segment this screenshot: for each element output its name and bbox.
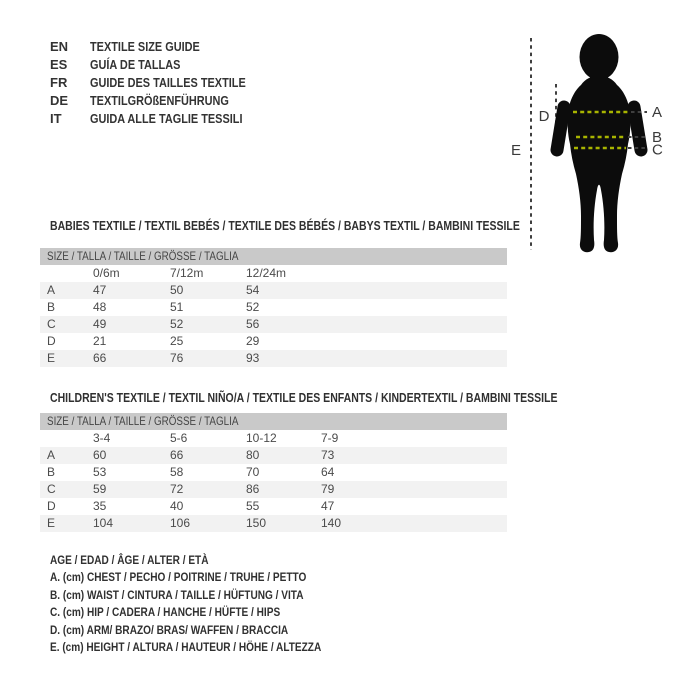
language-title: TEXTILGRÖßENFÜHRUNG	[90, 93, 229, 108]
language-row-it	[50, 110, 275, 128]
table-row	[40, 316, 507, 333]
cell-value: 35	[93, 499, 107, 513]
cell-value: 55	[246, 499, 260, 513]
column-header: 7-9	[321, 431, 339, 445]
legend-age-line	[50, 552, 373, 569]
cell-value: 25	[170, 334, 184, 348]
cell-value: 140	[321, 516, 342, 530]
children-title-text: CHILDREN'S TEXTILE / TEXTIL NIÑO/A / TEXTILE DES ENFANTS / KINDERTEXTIL / BAMBINI TESSILE	[50, 391, 558, 405]
table-row	[40, 447, 507, 464]
babies-size-table	[40, 248, 507, 367]
row-label: E	[47, 516, 56, 530]
legend-text: AGE / EDAD / ÂGE / ALTER / ETÀ	[50, 553, 209, 567]
language-title-list	[50, 38, 275, 128]
row-label: A	[47, 448, 56, 462]
row-label: C	[47, 317, 56, 331]
language-code: IT	[50, 111, 62, 126]
cell-value: 86	[246, 482, 260, 496]
row-label: D	[47, 499, 56, 513]
language-title: TEXTILE SIZE GUIDE	[90, 39, 200, 54]
table-row	[40, 333, 507, 350]
size-header-text: SIZE / TALLA / TAILLE / GRÖSSE / TAGLIA	[47, 414, 239, 428]
language-code: DE	[50, 93, 69, 108]
children-size-table	[40, 413, 507, 532]
cell-value: 21	[93, 334, 107, 348]
table-row	[40, 515, 507, 532]
babies-column-header-row	[40, 265, 507, 282]
cell-value: 64	[321, 465, 335, 479]
legend-text: A. (cm) CHEST / PECHO / POITRINE / TRUHE / PETTO	[50, 570, 307, 585]
legend-text: B. (cm) WAIST / CINTURA / TAILLE / HÜFTUNG / VITA	[50, 587, 304, 602]
legend-line-waist	[50, 587, 373, 604]
cell-value: 70	[246, 465, 260, 479]
legend-line-arm	[50, 622, 373, 639]
language-row-fr	[50, 74, 275, 92]
cell-value: 80	[246, 448, 260, 462]
language-row-de	[50, 92, 275, 110]
children-section-title	[50, 391, 654, 406]
table-row	[40, 350, 507, 367]
cell-value: 29	[246, 334, 260, 348]
figure-label-a: A	[652, 104, 663, 121]
size-header-text: SIZE / TALLA / TAILLE / GRÖSSE / TAGLIA	[47, 249, 239, 263]
table-row	[40, 498, 507, 515]
cell-value: 59	[93, 482, 107, 496]
column-header: 10-12	[246, 431, 277, 445]
figure-label-b: B	[652, 129, 663, 146]
silhouette-right-arm	[634, 107, 641, 150]
cell-value: 56	[246, 317, 260, 331]
column-header: 5-6	[170, 431, 188, 445]
babies-title-text: BABIES TEXTILE / TEXTIL BEBÉS / TEXTILE DES BÉBÉS / BABYS TEXTIL / BAMBINI TESSILE	[50, 219, 520, 233]
cell-value: 48	[93, 300, 107, 314]
cell-value: 49	[93, 317, 107, 331]
language-row-en	[50, 38, 275, 56]
language-title: GUÍA DE TALLAS	[90, 57, 181, 72]
table-row	[40, 282, 507, 299]
row-label: B	[47, 300, 56, 314]
cell-value: 40	[170, 499, 184, 513]
legend-line-height	[50, 639, 373, 656]
language-title: GUIDA ALLE TAGLIE TESSILI	[90, 111, 243, 126]
row-label: D	[47, 334, 56, 348]
legend-text: C. (cm) HIP / CADERA / HANCHE / HÜFTE / HIPS	[50, 605, 281, 620]
cell-value: 52	[170, 317, 184, 331]
cell-value: 93	[246, 351, 260, 365]
column-header: 12/24m	[246, 266, 287, 280]
cell-value: 79	[321, 482, 335, 496]
babies-section-title	[50, 219, 609, 234]
language-code: EN	[50, 39, 69, 54]
figure-label-d: D	[538, 108, 550, 125]
table-row	[40, 299, 507, 316]
figure-label-c: C	[652, 141, 663, 159]
cell-value: 106	[170, 516, 191, 530]
legend-text: E. (cm) HEIGHT / ALTURA / HAUTEUR / HÖHE / ALTEZZA	[50, 639, 322, 654]
language-code: ES	[50, 57, 68, 72]
cell-value: 54	[246, 283, 260, 297]
cell-value: 150	[246, 516, 267, 530]
cell-value: 47	[321, 499, 335, 513]
legend-line-hip	[50, 604, 373, 621]
legend-text: D. (cm) ARM/ BRAZO/ BRAS/ WAFFEN / BRACCIA	[50, 622, 289, 637]
cell-value: 76	[170, 351, 184, 365]
cell-value: 72	[170, 482, 184, 496]
language-code: FR	[50, 75, 68, 90]
cell-value: 66	[93, 351, 107, 365]
cell-value: 58	[170, 465, 184, 479]
cell-value: 60	[93, 448, 107, 462]
row-label: C	[47, 482, 56, 496]
silhouette-left-arm	[557, 107, 564, 150]
column-header: 7/12m	[170, 266, 204, 280]
cell-value: 50	[170, 283, 184, 297]
cell-value: 66	[170, 448, 184, 462]
children-size-header-bar	[40, 413, 507, 430]
cell-value: 51	[170, 300, 184, 314]
table-row	[40, 481, 507, 498]
cell-value: 104	[93, 516, 114, 530]
cell-value: 53	[93, 465, 107, 479]
table-row	[40, 464, 507, 481]
row-label: A	[47, 283, 56, 297]
column-header: 3-4	[93, 431, 111, 445]
cell-value: 47	[93, 283, 107, 297]
legend-line-chest	[50, 569, 373, 586]
figure-label-e: E	[510, 142, 522, 159]
cell-value: 73	[321, 448, 335, 462]
row-label: E	[47, 351, 56, 365]
language-title: GUIDE DES TAILLES TEXTILE	[90, 75, 246, 90]
row-label: B	[47, 465, 56, 479]
babies-size-header-bar	[40, 248, 507, 265]
measurement-legend	[50, 552, 373, 656]
column-header: 0/6m	[93, 266, 120, 280]
language-row-es	[50, 56, 275, 74]
cell-value: 52	[246, 300, 260, 314]
children-column-header-row	[40, 430, 507, 447]
